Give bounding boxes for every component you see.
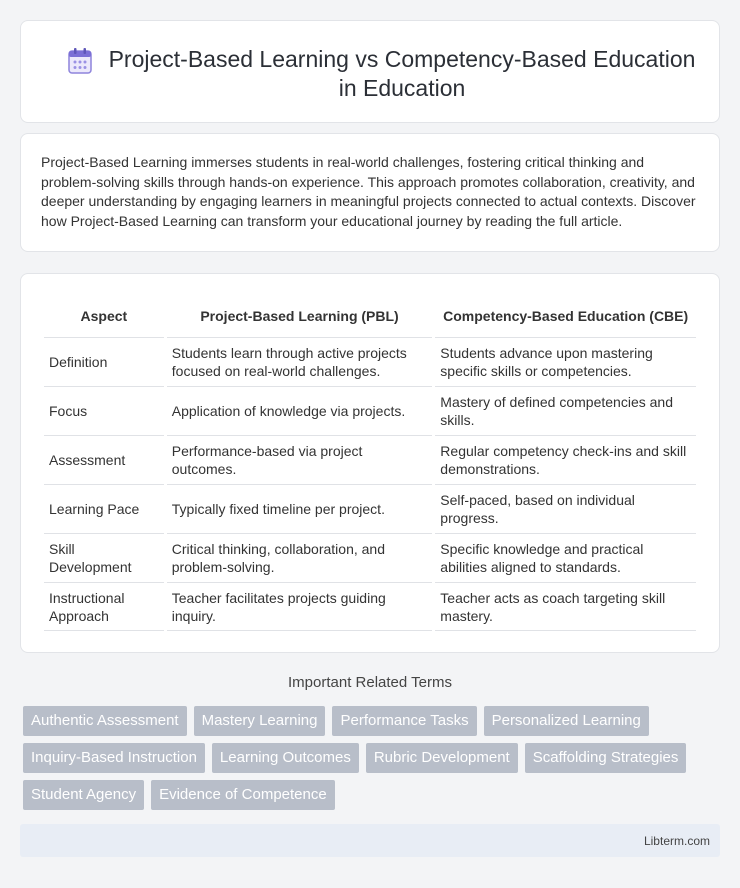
comparison-card — [20, 273, 720, 653]
header-card — [20, 20, 720, 123]
row-pbl: Students learn through active projects focused on real-world challenges. — [167, 337, 433, 386]
related-term-tag[interactable]: Mastery Learning — [194, 706, 326, 736]
header-pbl: Project-Based Learning (PBL) — [200, 307, 399, 324]
table-row — [44, 337, 696, 386]
footer-bar — [20, 824, 720, 857]
row-cbe: Regular competency check-ins and skill demonstrations. — [435, 435, 696, 484]
row-aspect: Definition — [44, 337, 164, 386]
table-row — [44, 435, 696, 484]
row-cbe: Mastery of defined competencies and skills. — [435, 386, 696, 435]
related-term-tag[interactable]: Evidence of Competence — [151, 780, 335, 810]
table-row — [44, 484, 696, 533]
row-pbl: Typically fixed timeline per project. — [167, 484, 433, 533]
related-term-tag[interactable]: Performance Tasks — [332, 706, 476, 736]
table-header-row — [44, 294, 696, 337]
comparison-table — [41, 294, 699, 631]
related-term-tag[interactable]: Personalized Learning — [484, 706, 649, 736]
footer-site-link[interactable]: Libterm.com — [643, 834, 710, 848]
row-cbe: Teacher acts as coach targeting skill mastery. — [435, 582, 696, 631]
row-aspect: Focus — [44, 386, 164, 435]
calendar-icon — [67, 47, 93, 75]
related-term-tag[interactable]: Authentic Assessment — [23, 706, 187, 736]
row-aspect: Skill Development — [44, 533, 164, 582]
intro-paragraph: Project-Based Learning immerses students in real-world challenges, fostering critical thinking and problem-solving skills through hands-on experience. This approach promotes collaboration, creativity, and deeper understanding by engaging learners in meaningful projects connected to actual contexts. Discover how Project-Based Learning can transform your educational journey by reading the full article. — [41, 154, 696, 229]
row-cbe: Specific knowledge and practical abilities aligned to standards. — [435, 533, 696, 582]
related-term-tag[interactable]: Rubric Development — [366, 743, 518, 773]
related-term-tag[interactable]: Scaffolding Strategies — [525, 743, 687, 773]
row-pbl: Performance-based via project outcomes. — [167, 435, 433, 484]
related-term-tag[interactable]: Learning Outcomes — [212, 743, 359, 773]
related-term-tag[interactable]: Inquiry-Based Instruction — [23, 743, 205, 773]
row-pbl: Application of knowledge via projects. — [167, 386, 433, 435]
header-aspect: Aspect — [80, 307, 128, 324]
row-aspect: Learning Pace — [44, 484, 164, 533]
table-row — [44, 386, 696, 435]
row-pbl: Teacher facilitates projects guiding inquiry. — [167, 582, 433, 631]
table-row — [44, 582, 696, 631]
related-terms-title: Important Related Terms — [288, 674, 452, 691]
related-term-tag[interactable]: Student Agency — [23, 780, 144, 810]
row-aspect: Instructional Approach — [44, 582, 164, 631]
header-cbe: Competency-Based Education (CBE) — [443, 307, 689, 324]
row-cbe: Students advance upon mastering specific skills or competencies. — [435, 337, 696, 386]
table-row — [44, 533, 696, 582]
row-aspect: Assessment — [44, 435, 164, 484]
row-pbl: Critical thinking, collaboration, and problem-solving. — [167, 533, 433, 582]
related-terms-list — [23, 706, 717, 810]
intro-card — [20, 133, 720, 252]
row-cbe: Self-paced, based on individual progress. — [435, 484, 696, 533]
page-title: Project-Based Learning vs Competency-Based Education in Education — [108, 46, 696, 101]
